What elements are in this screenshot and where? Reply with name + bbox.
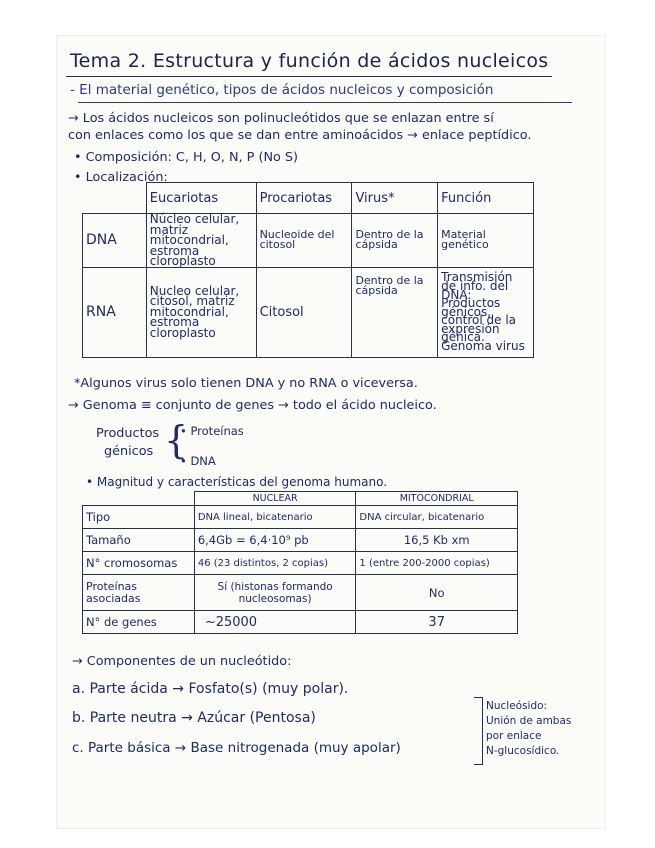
intro-line-2: con enlaces como los que se dan entre aminoácidos → enlace peptídico. bbox=[68, 128, 532, 143]
header-eucariotas: Eucariotas bbox=[146, 183, 256, 214]
magnitud-text: • Magnitud y características del genoma humano. bbox=[86, 475, 388, 489]
cell-cromosomas-mito: 1 (entre 200-2000 copias) bbox=[356, 552, 518, 575]
cell-dna-procariotas: Nucleoide del citosol bbox=[256, 214, 352, 268]
part-neutra: b. Parte neutra → Azúcar (Pentosa) bbox=[72, 710, 316, 726]
cell-dna-eucariotas: Núcleo celular, matriz mitocondrial, estroma cloroplasto bbox=[146, 214, 256, 268]
cell-proteinas-nuclear: Sí (histonas formando nucleosomas) bbox=[194, 575, 356, 611]
cell-dna-funcion: Material genético bbox=[438, 214, 534, 268]
row-label-dna: DNA bbox=[83, 214, 147, 268]
section-heading: - El material genético, tipos de ácidos nucleicos y composición bbox=[70, 82, 494, 98]
title-underline bbox=[66, 76, 552, 77]
cell-dna-virus: Dentro de la cápsida bbox=[352, 214, 438, 268]
cell-tamano-nuclear: 6,4Gb = 6,4·10⁹ pb bbox=[194, 529, 356, 552]
genome-table-corner bbox=[83, 492, 195, 506]
header-nuclear: NUCLEAR bbox=[194, 492, 356, 506]
cell-genes-mito: 37 bbox=[356, 611, 518, 634]
componentes-heading: → Componentes de un nucleótido: bbox=[72, 654, 292, 669]
composicion-text: • Composición: C, H, O, N, P (No S) bbox=[74, 150, 299, 165]
localization-table bbox=[82, 182, 534, 358]
productos-brace: { bbox=[164, 418, 189, 462]
page-title: Tema 2. Estructura y función de ácidos nucleicos bbox=[70, 50, 549, 72]
cell-tipo-nuclear: DNA lineal, bicatenario bbox=[194, 506, 356, 529]
row-label-proteinas: Proteínas asociadas bbox=[83, 575, 195, 611]
part-basica: c. Parte básica → Base nitrogenada (muy apolar) bbox=[72, 740, 401, 756]
productos-item-proteinas: • Proteínas bbox=[180, 424, 244, 438]
nucleosido-bracket bbox=[474, 697, 483, 765]
cell-proteinas-mito: No bbox=[356, 575, 518, 611]
productos-label-2: génicos bbox=[104, 444, 154, 459]
cell-tipo-mito: DNA circular, bicatenario bbox=[356, 506, 518, 529]
cell-rna-virus: Dentro de la cápsida bbox=[352, 267, 438, 357]
header-funcion: Función bbox=[438, 183, 534, 214]
nucleosido-line-4: N-glucosídico. bbox=[486, 745, 560, 757]
nucleosido-line-3: por enlace bbox=[486, 730, 542, 742]
section-underline bbox=[78, 102, 572, 103]
row-label-tipo: Tipo bbox=[83, 506, 195, 529]
cell-rna-eucariotas: Nucleo celular, citosol, matriz mitocondrial, estroma cloroplasto bbox=[146, 267, 256, 357]
row-label-rna: RNA bbox=[83, 267, 147, 357]
nucleosido-line-1: Nucleósido: bbox=[486, 700, 548, 712]
virus-note: *Algunos virus solo tienen DNA y no RNA o viceversa. bbox=[74, 376, 418, 391]
cell-cromosomas-nuclear: 46 (23 distintos, 2 copias) bbox=[194, 552, 356, 575]
human-genome-table bbox=[82, 491, 518, 634]
header-virus: Virus* bbox=[352, 183, 438, 214]
header-procariotas: Procariotas bbox=[256, 183, 352, 214]
cell-genes-nuclear: ~25000 bbox=[194, 611, 356, 634]
nucleosido-line-2: Unión de ambas bbox=[486, 715, 572, 727]
table-corner bbox=[83, 183, 147, 214]
row-label-cromosomas: N° cromosomas bbox=[83, 552, 195, 575]
productos-label-1: Productos bbox=[96, 426, 160, 441]
row-label-genes: N° de genes bbox=[83, 611, 195, 634]
header-mitocondrial: MITOCONDRIAL bbox=[356, 492, 518, 506]
nucleosido-note bbox=[486, 699, 571, 759]
productos-item-dna: • DNA bbox=[180, 454, 216, 468]
part-acida: a. Parte ácida → Fosfato(s) (muy polar). bbox=[72, 681, 349, 697]
cell-rna-procariotas: Citosol bbox=[256, 267, 352, 357]
row-label-tamano: Tamaño bbox=[83, 529, 195, 552]
cell-rna-funcion: Transmisión de info. del DNA: Productos génicos, control de la expresión génica. Genoma virus bbox=[438, 267, 534, 357]
intro-line-1: → Los ácidos nucleicos son polinucleótidos que se enlazan entre sí bbox=[68, 111, 494, 126]
genoma-definition: → Genoma ≡ conjunto de genes → todo el ácido nucleico. bbox=[68, 398, 437, 413]
localizacion-text: • Localización: bbox=[74, 170, 168, 185]
cell-tamano-mito: 16,5 Kb xm bbox=[356, 529, 518, 552]
